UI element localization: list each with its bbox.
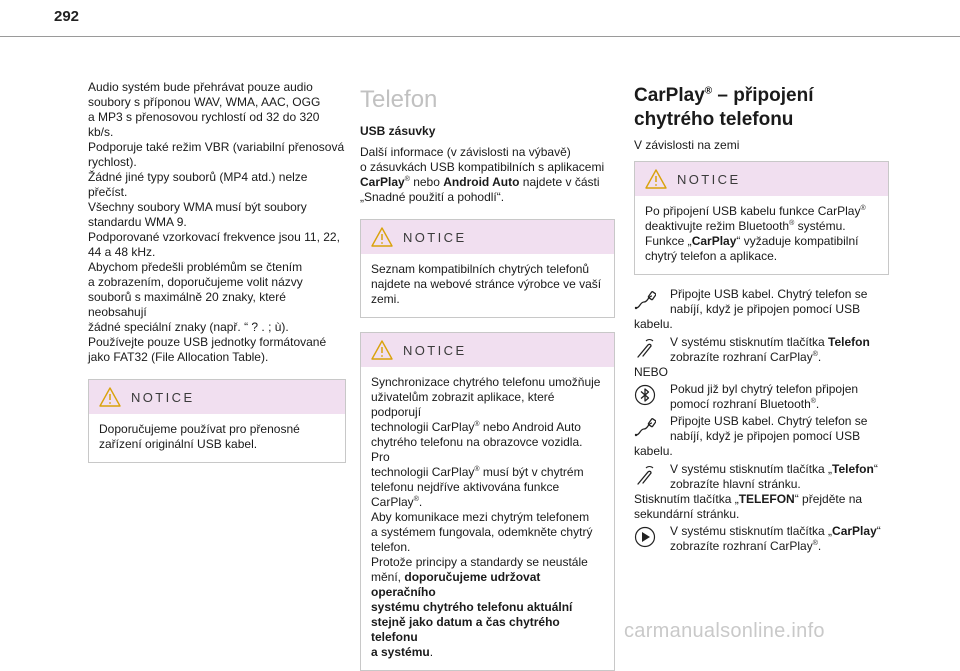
text-line — [670, 335, 889, 350]
bluetooth-icon — [634, 384, 656, 406]
text-line: rychlost). — [88, 155, 137, 169]
registered-mark: ® — [789, 220, 795, 227]
text-line — [670, 524, 889, 539]
text-line: Připojte USB kabel. Chytrý telefon se — [670, 414, 868, 428]
notice-box-synchronization — [360, 332, 615, 671]
text-line: Abychom předešli problémům se čtením — [88, 260, 303, 274]
text-line: nabíjí, když je připojen pomocí USB — [670, 302, 861, 316]
text-run: Stisknutím tlačítka „ — [634, 492, 739, 506]
text-run: . — [817, 350, 822, 364]
text-run: “ přejděte na — [794, 492, 863, 506]
text-line: Podporované vzorkovací frekvence jsou 11, 22, — [88, 230, 340, 244]
audio-format-paragraph — [88, 80, 346, 365]
text-line: „Snadné použití a pohodlí“. — [360, 190, 505, 204]
text-line: standardu WMA 9. — [88, 215, 187, 229]
text-line — [645, 234, 878, 249]
section-title-telefon: Telefon — [360, 86, 438, 113]
bold-term: TELEFON — [738, 492, 795, 506]
carplay-icon — [634, 526, 656, 548]
or-label: NEBO — [634, 365, 669, 379]
text-run: V systému stisknutím tlačítka „ — [670, 524, 833, 538]
text-line: a MP3 s přenosovou rychlostí od 32 do 320 kb/s. — [88, 110, 320, 139]
notice-title: NOTICE — [403, 229, 467, 245]
registered-mark: ® — [812, 351, 818, 358]
text-line: Žádné jiné typy souborů (MP4 atd.) nelze — [88, 170, 308, 184]
text-run: systému. — [794, 219, 846, 233]
notice-body — [361, 254, 614, 317]
text-line — [670, 539, 889, 554]
text-line — [371, 480, 604, 510]
text-run: pomocí rozhraní Bluetooth — [670, 397, 811, 411]
subheading-usb: USB zásuvky — [360, 124, 436, 138]
bold-term: Telefon — [828, 335, 870, 349]
text-line — [634, 492, 889, 507]
registered-mark: ® — [812, 540, 818, 547]
usb-cable-icon — [634, 289, 656, 311]
text-line — [371, 465, 604, 480]
bold-term: Android Auto — [443, 175, 520, 189]
notice-box-compatible-phones — [360, 219, 615, 318]
text-line: Podporuje také režim VBR (variabilní přenosová — [88, 140, 345, 154]
text-line: nabíjí, když je připojen pomocí USB — [670, 429, 861, 443]
text-line: žádné speciální znaky (např. “ ? . ; ù). — [88, 320, 289, 334]
text-line: Synchronizace chytrého telefonu umožňuje — [371, 375, 601, 389]
text-run: . — [817, 539, 822, 553]
notice-box-usb-cable — [88, 379, 346, 463]
step-connect-usb — [634, 287, 889, 317]
text-line: Aby komunikace mezi chytrým telefonem — [371, 510, 590, 524]
notice-body — [635, 196, 888, 274]
text-line — [645, 219, 878, 234]
text-run: “ vyžaduje kompatibilní — [736, 234, 859, 248]
text-line: Všechny soubory WMA musí být soubory — [88, 200, 307, 214]
text-line: telefon. — [371, 540, 411, 554]
text-run: V systému stisknutím tlačítka — [670, 335, 829, 349]
text-run: nebo Android Auto — [479, 420, 581, 434]
text-run: nebo — [409, 175, 444, 189]
notice-title: NOTICE — [677, 171, 741, 187]
text-run: telefonu nejdříve aktivována funkce CarPlay — [371, 480, 560, 509]
text-run: . — [429, 645, 434, 659]
watermark: carmanualsonline.info — [624, 620, 825, 642]
bold-run: stejně jako datum a čas chytrého telefonu — [371, 615, 560, 644]
notice-title: NOTICE — [131, 389, 195, 405]
notice-header — [361, 220, 614, 254]
notice-body — [89, 414, 345, 462]
notice-box-carplay — [634, 161, 889, 275]
step-connect-usb-2 — [634, 414, 889, 444]
text-run: Po připojení USB kabelu funkce CarPlay — [645, 204, 861, 218]
text-run: zobrazíte rozhraní CarPlay — [670, 539, 813, 553]
text-line: Seznam kompatibilních chytrých telefonů — [371, 262, 590, 276]
step-press-carplay — [634, 524, 889, 554]
warning-triangle-icon — [645, 169, 667, 189]
text-run: . — [815, 397, 820, 411]
text-line: Audio systém bude přehrávat pouze audio — [88, 80, 313, 94]
text-run: “ — [873, 462, 878, 476]
text-line — [645, 204, 878, 219]
text-line: Doporučujeme používat pro přenosné — [99, 422, 300, 436]
warning-triangle-icon — [99, 387, 121, 407]
touch-finger-icon — [634, 337, 656, 359]
text-run: chytrého telefonu — [634, 109, 794, 130]
text-run: technologii CarPlay — [371, 420, 475, 434]
warning-triangle-icon — [371, 227, 393, 247]
bold-run: doporučujeme udržovat operačního — [371, 570, 541, 599]
notice-body — [361, 367, 614, 670]
page-number: 292 — [54, 8, 80, 25]
text-line: 44 a 48 kHz. — [88, 245, 156, 259]
text-line: jako FAT32 (File Allocation Table). — [88, 350, 269, 364]
text-line: přečíst. — [88, 185, 128, 199]
notice-header — [89, 380, 345, 414]
text-line: Pokud již byl chytrý telefon připojen — [670, 382, 859, 396]
text-run: Funkce „ — [645, 234, 692, 248]
text-line — [670, 397, 889, 412]
text-run: deaktivujte režim Bluetooth — [645, 219, 790, 233]
column-telefon — [360, 80, 615, 671]
step-press-telefon — [634, 335, 889, 365]
text-line — [371, 645, 604, 660]
bold-term: CarPlay — [691, 234, 737, 248]
text-line: zemi. — [371, 292, 400, 306]
text-line: zařízení originální USB kabel. — [99, 437, 258, 451]
text-line — [371, 420, 604, 435]
registered-mark: ® — [474, 421, 480, 428]
text-line: souborů s maximálně 20 znaky, které neobsahují — [88, 290, 286, 319]
registered-mark: ® — [704, 85, 713, 97]
text-line: zobrazíte hlavní stránku. — [670, 477, 801, 491]
text-line: chytrého telefonu na obrazovce vozidla. Pro — [371, 435, 583, 464]
bold-term: CarPlay — [360, 175, 405, 189]
text-line: soubory s příponou WAV, WMA, AAC, OGG — [88, 95, 321, 109]
text-line: chytrý telefon a aplikace. — [645, 249, 778, 263]
text-line — [371, 615, 604, 645]
text-line — [371, 570, 604, 600]
text-line: a systémem fungovala, odemkněte chytrý — [371, 525, 593, 539]
text-line — [360, 175, 615, 190]
text-line: kabelu. — [634, 317, 673, 331]
column-carplay — [634, 80, 889, 554]
registered-mark: ® — [810, 398, 816, 405]
notice-header — [361, 333, 614, 367]
text-run: . — [418, 495, 423, 509]
text-line — [670, 350, 889, 365]
touch-finger-icon — [634, 464, 656, 486]
bold-run: a systému — [371, 645, 430, 659]
notice-title: NOTICE — [403, 342, 467, 358]
text-run: CarPlay — [634, 85, 705, 106]
country-note: V závislosti na zemi — [634, 138, 740, 152]
text-line — [670, 462, 889, 477]
text-run: musí být v chytrém — [479, 465, 584, 479]
usb-intro-paragraph — [360, 145, 615, 205]
step-bluetooth — [634, 382, 889, 412]
text-line: Používejte pouze USB jednotky formátované — [88, 335, 327, 349]
bold-term: Telefon — [832, 462, 874, 476]
text-line: Připojte USB kabel. Chytrý telefon se — [670, 287, 868, 301]
text-run: – připojení — [712, 85, 814, 106]
text-line: sekundární stránku. — [634, 507, 740, 521]
text-line: Protože principy a standardy se neustále — [371, 555, 588, 569]
registered-mark: ® — [860, 205, 866, 212]
text-run: zobrazíte rozhraní CarPlay — [670, 350, 813, 364]
registered-mark: ® — [404, 176, 410, 183]
text-line: najdete na webové stránce výrobce ve vaší — [371, 277, 602, 291]
text-run: V systému stisknutím tlačítka „ — [670, 462, 833, 476]
registered-mark: ® — [474, 466, 480, 473]
header-rule — [0, 36, 960, 37]
text-line: uživatelům zobrazit aplikace, které podporují — [371, 390, 555, 419]
text-line: o zásuvkách USB kompatibilních s aplikacemi — [360, 160, 605, 174]
warning-triangle-icon — [371, 340, 393, 360]
text-run: technologii CarPlay — [371, 465, 475, 479]
text-line: a zobrazením, doporučujeme volit názvy — [88, 275, 303, 289]
step-press-telefon-2 — [634, 462, 889, 492]
text-line: Další informace (v závislosti na výbavě) — [360, 145, 571, 159]
text-line: kabelu. — [634, 444, 673, 458]
connection-steps — [634, 287, 889, 554]
section-title-carplay — [634, 84, 889, 132]
column-audio-formats — [88, 80, 346, 463]
text-run: mění, — [371, 570, 405, 584]
notice-header — [635, 162, 888, 196]
bold-run: systému chytrého telefonu aktuální — [371, 600, 573, 614]
usb-cable-icon — [634, 416, 656, 438]
bold-term: CarPlay — [832, 524, 877, 538]
text-line — [371, 600, 604, 615]
registered-mark: ® — [413, 496, 419, 503]
text-run: “ — [876, 524, 881, 538]
text-run: najdete v části — [519, 175, 600, 189]
